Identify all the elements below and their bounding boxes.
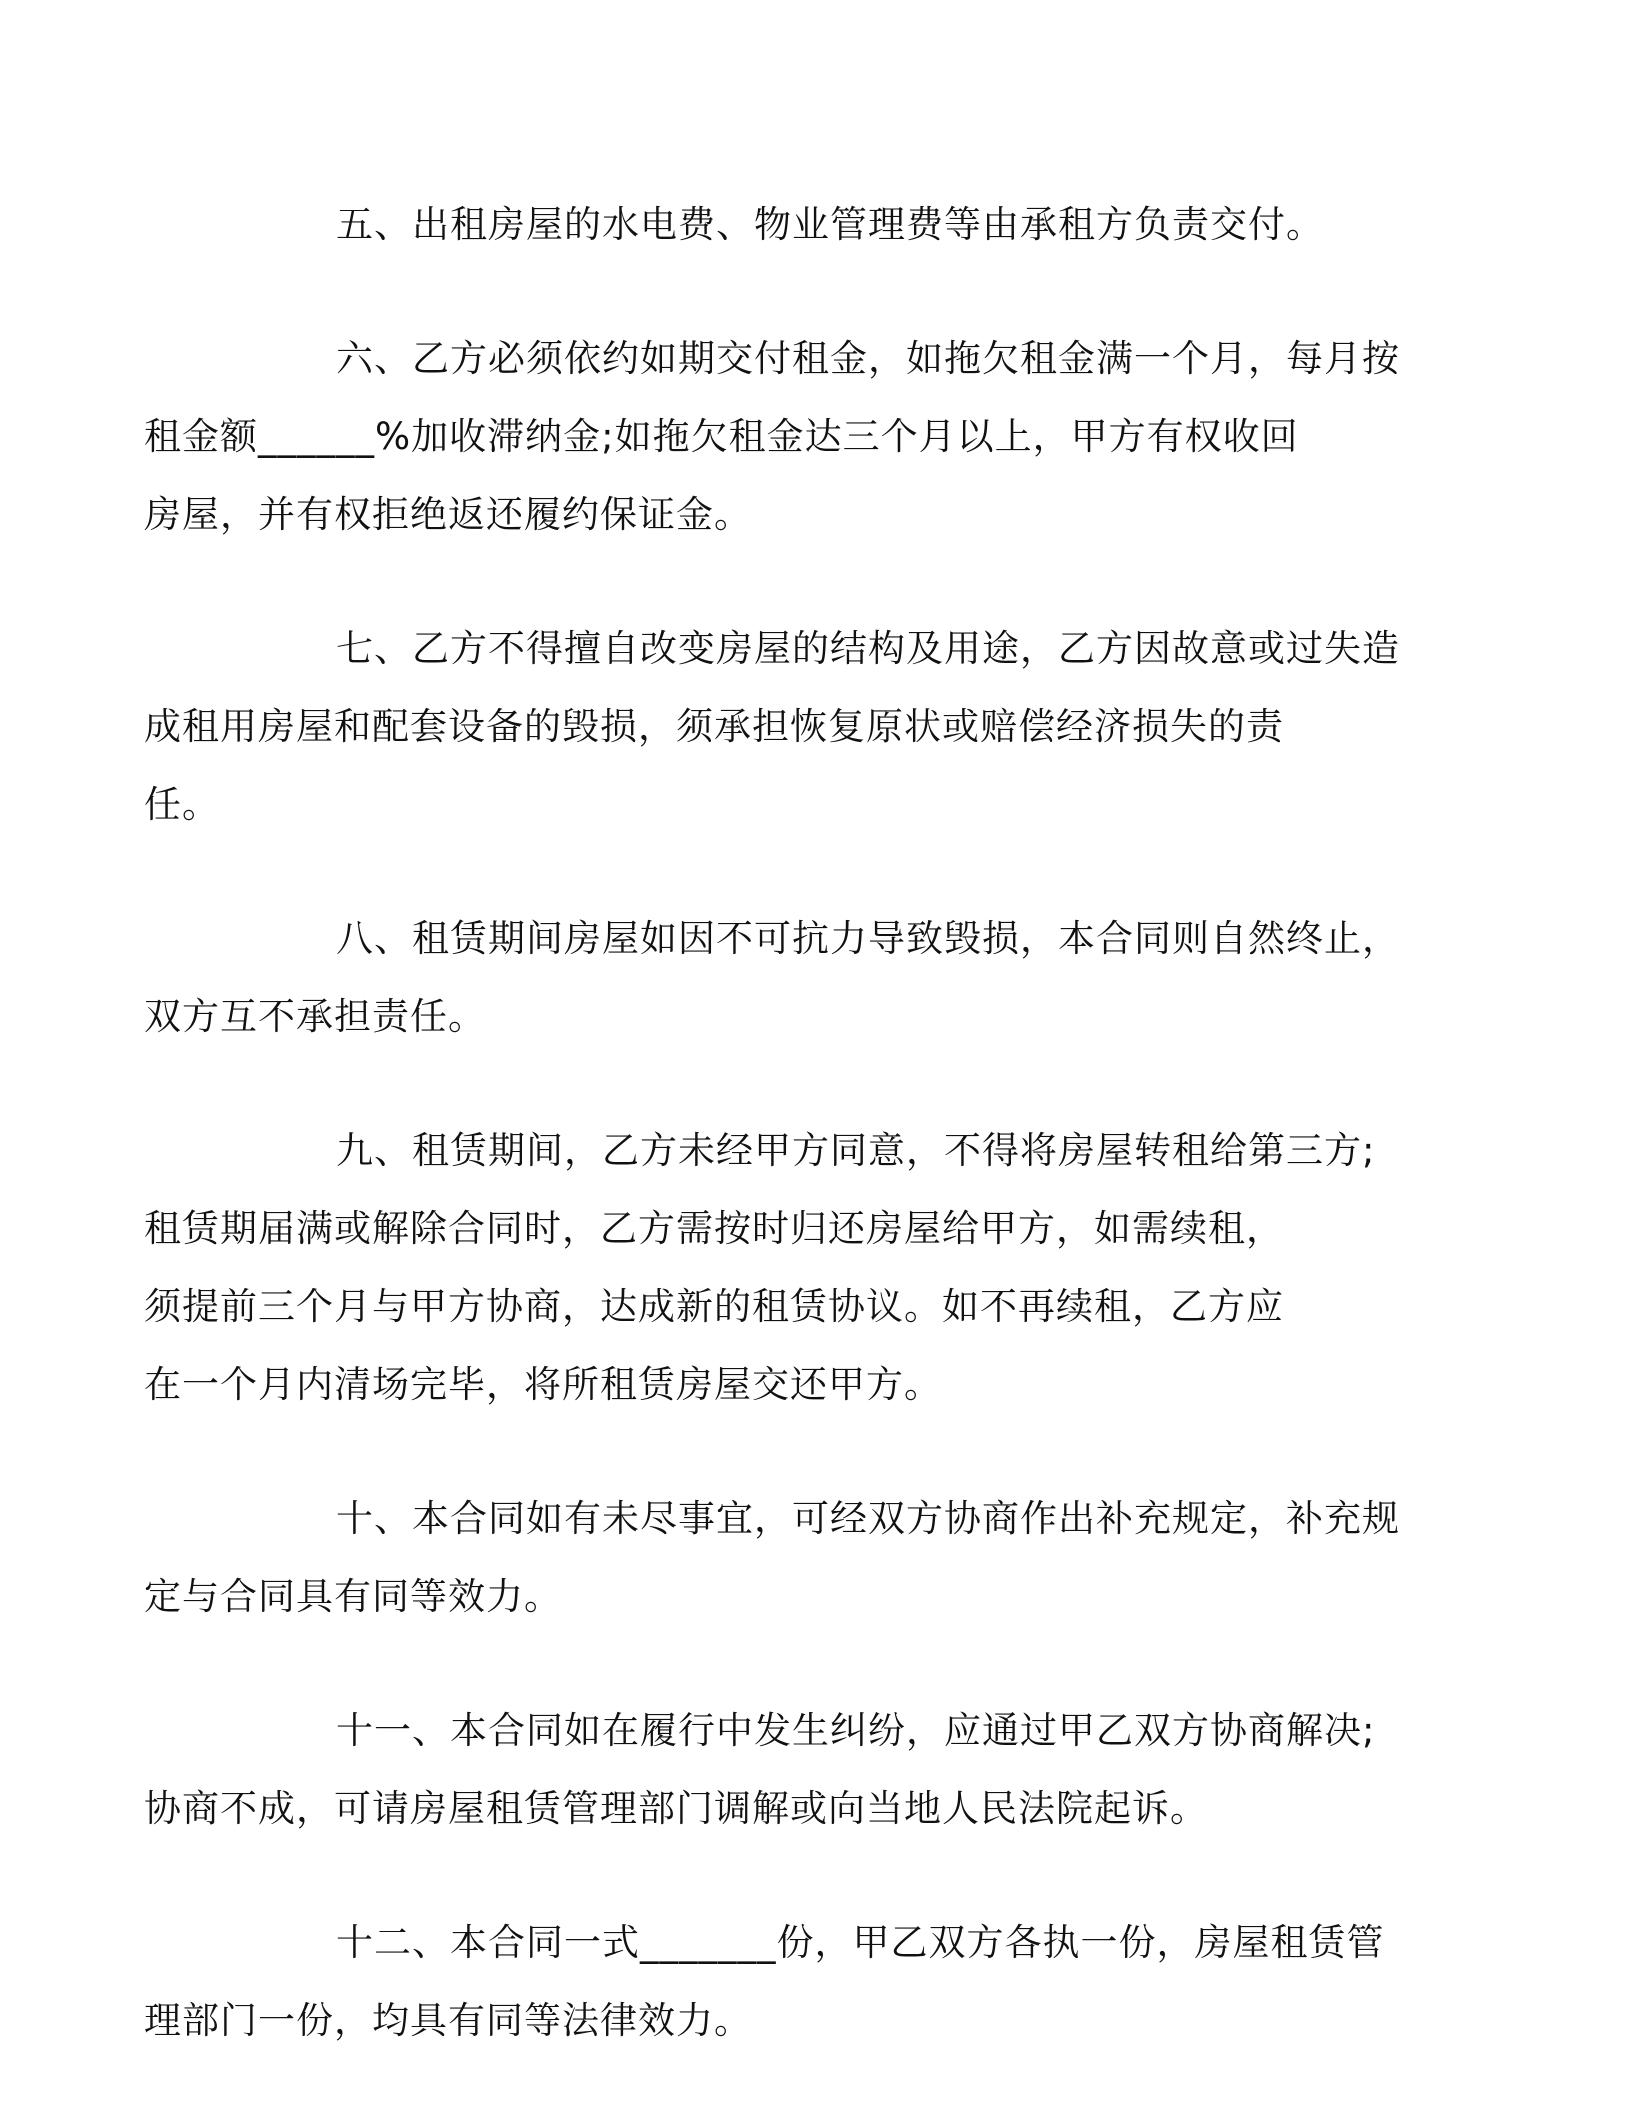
- clause-7-line-1: 七、乙方不得擅自改变房屋的结构及用途，乙方因故意或过失造: [336, 627, 1400, 670]
- clause-9-line-2: 租赁期届满或解除合同时，乙方需按时归还房屋给甲方，如需续租，: [144, 1207, 1284, 1250]
- contract-body: [144, 186, 1400, 2116]
- clause-9-line-4: 在一个月内清场完毕，将所租赁房屋交还甲方。: [144, 1363, 942, 1406]
- clause-12: [144, 1904, 1390, 2060]
- clause-11-line-2: 协商不成，可请房屋租赁管理部门调解或向当地人民法院起诉。: [144, 1787, 1208, 1830]
- clause-10-line-1: 十、本合同如有未尽事宜，可经双方协商作出补充规定，补充规: [336, 1497, 1400, 1540]
- clause-6-line-2: 租金额______%加收滞纳金;如拖欠租金达三个月以上，甲方有权收回: [144, 415, 1299, 458]
- clause-8-line-1: 八、租赁期间房屋如因不可抗力导致毁损，本合同则自然终止，: [336, 917, 1400, 960]
- clause-7-line-3: 任。: [144, 783, 220, 826]
- clause-12-line-1: 十二、本合同一式_______份，甲乙双方各执一份，房屋租赁管: [336, 1921, 1385, 1964]
- clause-9: [144, 1112, 1390, 1424]
- clause-6: [144, 320, 1400, 554]
- clause-10-line-2: 定与合同具有同等效力。: [144, 1575, 562, 1618]
- clause-6-line-1: 六、乙方必须依约如期交付租金，如拖欠租金满一个月，每月按: [336, 337, 1400, 380]
- clause-9-line-3: 须提前三个月与甲方协商，达成新的租赁协议。如不再续租，乙方应: [144, 1285, 1284, 1328]
- clause-11-line-1: 十一、本合同如在履行中发生纠纷，应通过甲乙双方协商解决;: [336, 1709, 1376, 1752]
- clause-9-line-1: 九、租赁期间，乙方未经甲方同意，不得将房屋转租给第三方;: [336, 1129, 1376, 1172]
- clause-8-line-2: 双方互不承担责任。: [144, 995, 486, 1038]
- clause-8: [144, 900, 1400, 1056]
- clause-5-line-1: 五、出租房屋的水电费、物业管理费等由承租方负责交付。: [336, 203, 1324, 246]
- clause-6-line-3: 房屋，并有权拒绝返还履约保证金。: [144, 493, 752, 536]
- clause-5: [240, 186, 1390, 264]
- clause-7-line-2: 成租用房屋和配套设备的毁损，须承担恢复原状或赔偿经济损失的责: [144, 705, 1284, 748]
- clause-11: [144, 1692, 1390, 1848]
- clause-12-line-2: 理部门一份，均具有同等法律效力。: [144, 1999, 752, 2042]
- clause-7: [144, 610, 1400, 844]
- clause-10: [144, 1480, 1400, 1636]
